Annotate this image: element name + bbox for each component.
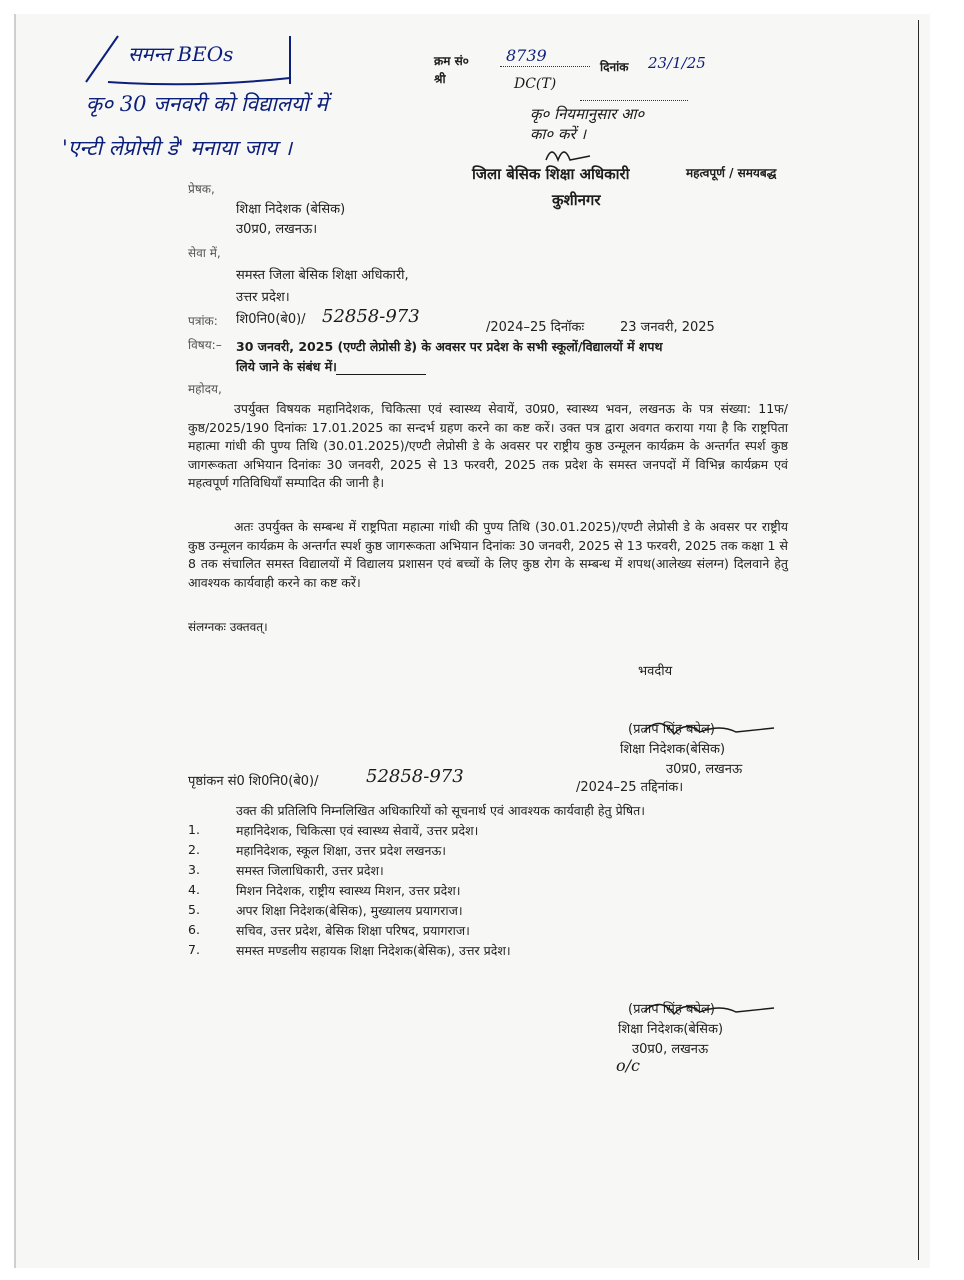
list-item-num: 7. xyxy=(188,942,200,957)
list-item-num: 5. xyxy=(188,902,200,917)
endorsement-number: 52858-973 xyxy=(366,766,464,787)
list-item-text: मिशन निदेशक, राष्ट्रीय स्वास्थ्य मिशन, उत्तर प्रदेश। xyxy=(236,883,461,898)
list-item-text: सचिव, उत्तर प्रदेश, बेसिक शिक्षा परिषद, प्रयागराज। xyxy=(236,923,470,938)
list-item-num: 6. xyxy=(188,922,200,937)
signature-name: (प्रताप सिंह बघेल) xyxy=(628,722,715,737)
stamp-date-label: दिनांक xyxy=(600,60,629,74)
patrank-label: पत्रांक: xyxy=(188,314,218,328)
from-line-1: शिक्षा निदेशक (बेसिक) xyxy=(236,202,346,217)
endorsement-label: पृष्ठांकन सं0 शि0नि0(बे0)/ xyxy=(188,774,319,789)
priority-tag: महत्वपूर्ण / समयबद्ध xyxy=(686,166,777,180)
document-page xyxy=(14,14,930,1268)
endorsement-sign-name: (प्रताप सिंह बघेल) xyxy=(628,1002,715,1017)
endorsement-sign-place: उ0प्र0, लखनऊ xyxy=(632,1042,709,1057)
list-item-num: 4. xyxy=(188,882,200,897)
stamp-dc: DC(T) xyxy=(514,76,557,92)
patrank-date: 23 जनवरी, 2025 xyxy=(620,320,715,335)
page-edge xyxy=(918,20,919,1260)
signature-title: शिक्षा निदेशक(बेसिक) xyxy=(620,742,726,757)
endorsement-initials: o/c xyxy=(616,1056,640,1075)
list-item-text: महानिदेशक, चिकित्सा एवं स्वास्थ्य सेवायें, उत्तर प्रदेश। xyxy=(236,823,479,838)
stamp-dots-2 xyxy=(580,100,688,101)
signature-place: उ0प्र0, लखनऊ xyxy=(666,762,743,777)
list-item-text: समस्त जिलाधिकारी, उत्तर प्रदेश। xyxy=(236,863,384,878)
stamp-date-value: 23/1/25 xyxy=(648,54,706,72)
subject-label: विषय:– xyxy=(188,338,222,352)
subject-line-2: लिये जाने के संबंध में। xyxy=(236,359,337,374)
stamp-place: कुशीनगर xyxy=(552,191,601,209)
patrank-prefix: शि0नि0(बे0)/ xyxy=(236,312,306,327)
list-item-num: 3. xyxy=(188,862,200,877)
patrank-year: /2024–25 दिनॉकः xyxy=(486,320,585,335)
enclosure: संलग्नकः उक्तवत्। xyxy=(188,620,268,634)
stamp-officer: जिला बेसिक शिक्षा अधिकारी xyxy=(472,165,630,183)
paragraph-2: अतः उपर्युक्त के सम्बन्ध में राष्ट्रपिता महात्मा गांधी की पुण्य तिथि (30.01.2025)/एण्टी लेप्रोसी डे के अवसर पर राष्ट्रीय कुष्ठ उन्मूलन कार्यक्रम के अन्तर्गत स्पर्श कुष्ठ जागरूकता अभियान दिनांकः 30 जनवरी, 2025 से 13 फरवरी, 2025 तक कक्षा 1 से 8 तक संचालित समस्त विद्यालयों में विद्यालय प्रशासन एवं बच्चों के लिए कुष्ठ रोग के सम्बन्ध में शपथ(आलेख्य संलग्न) दिलवाने हेतु आवश्यक कार्यवाही करने का कष्ट करें। xyxy=(188,519,788,590)
stamp-dots xyxy=(500,66,590,67)
list-item-num: 1. xyxy=(188,822,200,837)
subject-underline xyxy=(336,374,426,375)
list-item-text: अपर शिक्षा निदेशक(बेसिक), मुख्यालय प्रयागराज। xyxy=(236,903,463,918)
from-label: प्रेषक, xyxy=(188,182,215,196)
endorsement-intro: उक्त की प्रतिलिपि निम्नलिखित अधिकारियों को सूचनार्थ एवं आवश्यक कार्यवाही हेतु प्रेषित। xyxy=(236,803,646,818)
salutation: महोदय, xyxy=(188,382,222,396)
to-line-1: समस्त जिला बेसिक शिक्षा अधिकारी, xyxy=(236,268,409,283)
stamp-action-2: का० करें । xyxy=(530,125,587,143)
stamp-serial-label: क्रम सं० xyxy=(434,54,469,68)
stamp-serial-value: 8739 xyxy=(506,46,547,65)
closing: भवदीय xyxy=(638,664,673,679)
list-item-num: 2. xyxy=(188,842,200,857)
from-line-2: उ0प्र0, लखनऊ। xyxy=(236,222,318,237)
patrank-number: 52858-973 xyxy=(322,306,420,327)
endorsement-signature-icon xyxy=(640,994,780,1022)
signature-scribble-icon xyxy=(640,712,780,742)
to-line-2: उत्तर प्रदेश। xyxy=(236,290,290,305)
endorsement-year: /2024–25 तद्दिनांक। xyxy=(576,780,684,795)
subject-line-1: 30 जनवरी, 2025 (एण्टी लेप्रोसी डे) के अवसर पर प्रदेश के सभी स्कूलों/विद्यालयों में शपथ xyxy=(236,339,663,354)
list-item-text: महानिदेशक, स्कूल शिक्षा, उत्तर प्रदेश लखनऊ। xyxy=(236,843,446,858)
stamp-action-1: कृ० नियमानुसार आ० xyxy=(530,105,645,123)
paragraph-1: उपर्युक्त विषयक महानिदेशक, चिकित्सा एवं स्वास्थ्य सेवायें, उ0प्र0, स्वास्थ्य भवन, लखनऊ के पत्र संख्या: 11फ/कुष्ठ/2025/190 दिनांकः 17.01.2025 का सन्दर्भ ग्रहण करने का कष्ट करें। उक्त पत्र द्वारा अवगत कराया गया है कि राष्ट्रपिता महात्मा गांधी की पुण्य तिथि (30.01.2025)/एण्टी लेप्रोसी डे के अवसर पर राष्ट्रीय कुष्ठ उन्मूलन कार्यक्रम के अन्तर्गत स्पर्श कुष्ठ जागरूकता अभियान दिनांकः 30 जनवरी, 2025 से 13 फरवरी, 2025 तक प्रदेश के समस्त जनपदों में विभिन्न कार्यक्रम एवं महत्वपूर्ण गतिविधियाँ सम्पादित की जानी है। xyxy=(188,401,788,490)
note-line-2: कृ० 30 जनवरी को विद्यालयों में xyxy=(86,92,328,116)
endorsement-sign-title: शिक्षा निदेशक(बेसिक) xyxy=(618,1022,724,1037)
note-line-3: 'एन्टी लेप्रोसी डे' मनाया जाय । xyxy=(62,136,293,160)
stamp-shri-label: श्री xyxy=(434,72,446,86)
note-line-1: समन्त BEOs xyxy=(128,42,234,66)
to-label: सेवा में, xyxy=(188,246,221,260)
list-item-text: समस्त मण्डलीय सहायक शिक्षा निदेशक(बेसिक), उत्तर प्रदेश। xyxy=(236,943,511,958)
